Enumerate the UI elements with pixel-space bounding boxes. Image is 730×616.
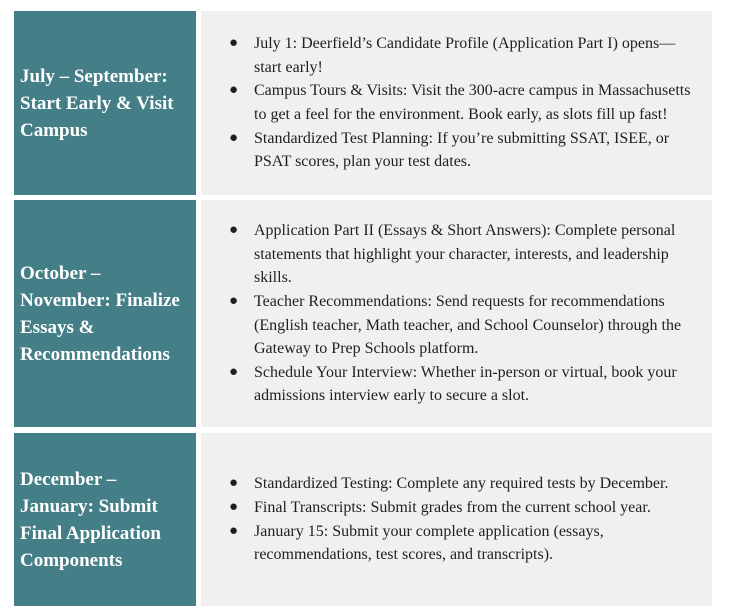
timeline-row-july-september [14, 11, 712, 195]
task-item [229, 520, 702, 567]
period-label-cell [14, 11, 196, 195]
period-label: October – November: Finalize Essays & Recommendations [20, 262, 180, 365]
task-text: Application Part II (Essays & Short Answers): Complete personal statements that highlight your character, interests, and leadership skills. [254, 222, 676, 287]
bullet-icon: ● [229, 222, 239, 239]
task-list [229, 472, 702, 566]
period-label-cell [14, 433, 196, 606]
timeline-row-october-november [14, 200, 712, 427]
period-label: December – January: Submit Final Application Components [20, 468, 161, 571]
bullet-icon: ● [229, 475, 239, 492]
task-item [229, 496, 702, 520]
bullet-icon: ● [229, 82, 239, 99]
task-text: Schedule Your Interview: Whether in-person or virtual, book your admissions interview early to secure a slot. [254, 363, 677, 405]
task-item [229, 219, 702, 290]
task-item [229, 361, 702, 408]
task-item [229, 127, 702, 174]
task-list-cell [201, 11, 712, 195]
task-text: Final Transcripts: Submit grades from the current school year. [254, 498, 651, 516]
task-item [229, 290, 702, 361]
period-label-cell [14, 200, 196, 427]
task-list-cell [201, 200, 712, 427]
bullet-icon: ● [229, 363, 239, 380]
bullet-icon: ● [229, 522, 239, 539]
task-text: July 1: Deerfield’s Candidate Profile (Application Part I) opens—start early! [254, 35, 676, 76]
timeline-row-december-january [14, 433, 712, 606]
task-item [229, 472, 702, 496]
bullet-icon: ● [229, 292, 239, 309]
task-text: Standardized Test Planning: If you’re submitting SSAT, ISEE, or PSAT scores, plan your test dates. [254, 129, 670, 171]
task-text: Standardized Testing: Complete any required tests by December. [254, 475, 669, 493]
task-list [229, 219, 702, 408]
task-text: January 15: Submit your complete application (essays, recommendations, test scores, and transcripts). [254, 522, 604, 564]
period-label: July – September: Start Early & Visit Campus [20, 65, 174, 141]
task-item [229, 79, 702, 126]
task-list [229, 32, 702, 174]
bullet-icon: ● [229, 129, 239, 146]
task-list-cell [201, 433, 712, 606]
task-text: Teacher Recommendations: Send requests for recommendations (English teacher, Math teacher, and School Counselor) through the Gateway to Prep Schools platform. [254, 292, 682, 358]
bullet-icon: ● [229, 35, 239, 52]
bullet-icon: ● [229, 498, 239, 515]
task-item [229, 32, 702, 79]
task-text: Campus Tours & Visits: Visit the 300-acre campus in Massachusetts to get a feel for the environment. Book early, as slots fill up fast! [254, 82, 691, 123]
